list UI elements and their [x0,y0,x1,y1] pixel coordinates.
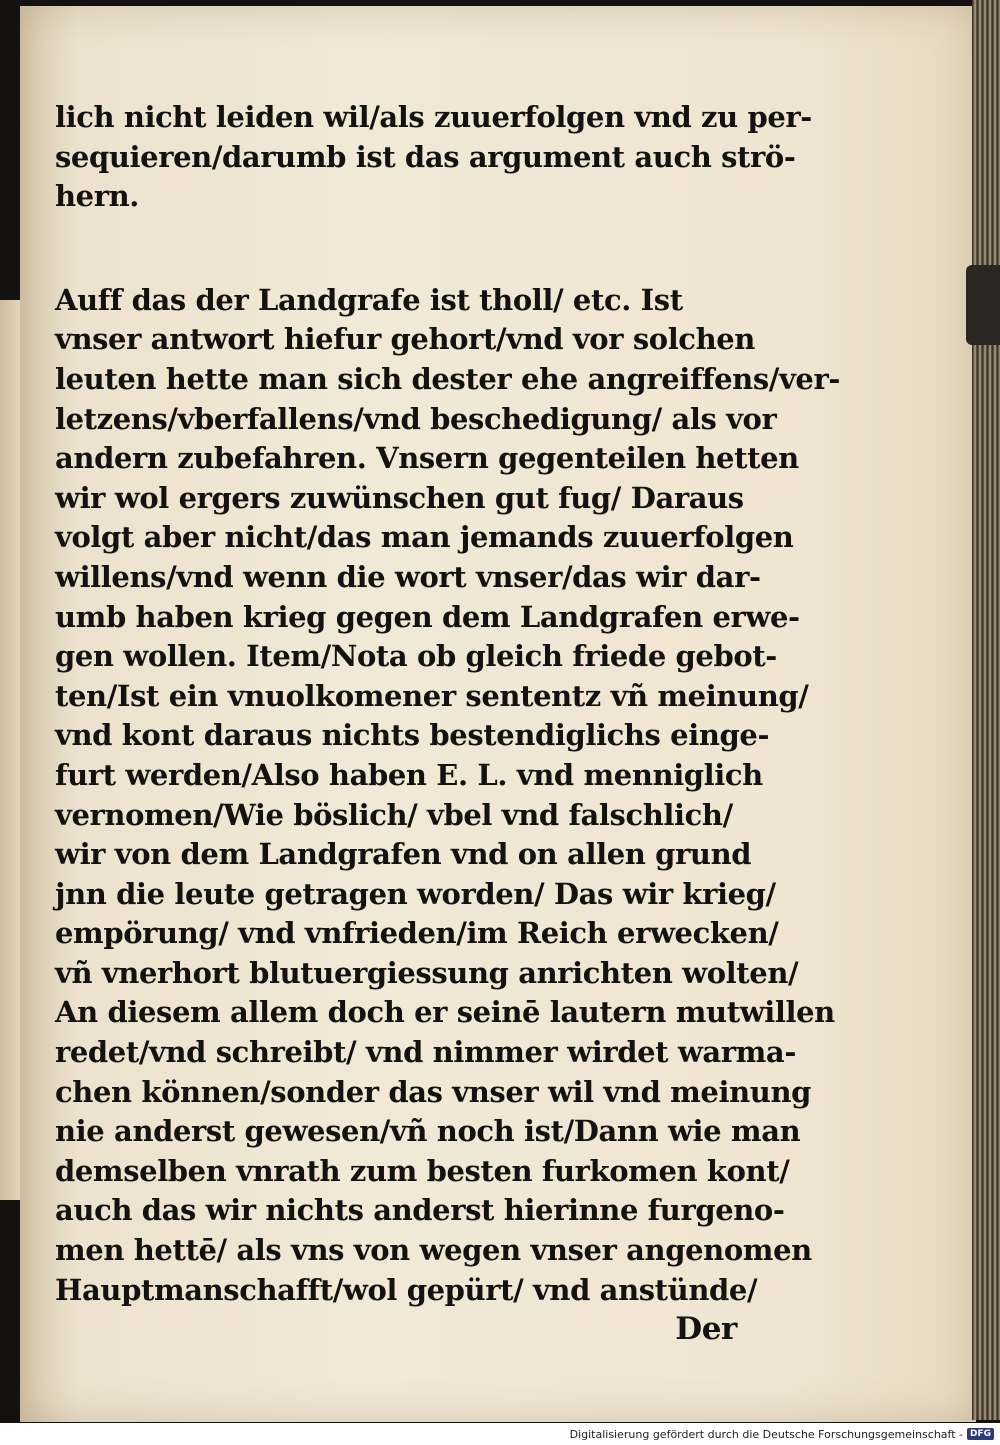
page-text [55,98,840,1350]
text-line: An diesem allem doch er seinē lautern mutwillen [55,995,835,1030]
text-line: vernomen/Wie böslich/ vbel vnd falschlich/ [55,797,733,832]
text-line: demselben vnrath zum besten furkomen kont/ [55,1153,790,1188]
text-line: nie anderst gewesen/vñ noch ist/Dann wie man [55,1114,801,1149]
text-line: auch das wir nichts anderst hierinne furgeno- [55,1193,785,1228]
text-line: hern. [55,179,139,214]
text-line: Auff das der Landgrafe ist tholl/ etc. Ist [55,282,683,317]
text-line: wir von dem Landgrafen vnd on allen grund [55,837,752,872]
dfg-logo: DFG [967,1428,994,1440]
text-line: chen können/sonder das vnser wil vnd meinung [55,1074,812,1109]
text-line: leuten hette man sich dester ehe angreiffens/ver- [55,361,840,396]
book-clasp [966,265,1000,345]
text-line: redet/vnd schreibt/ vnd nimmer wirdet warma- [55,1035,796,1070]
main-paragraph [55,281,840,1310]
text-line: gen wollen. Item/Nota ob gleich friede gebot- [55,639,777,674]
page-edges-right [972,0,1000,1420]
text-line: men hettē/ als vns von wegen vnser angenomen [55,1233,812,1268]
text-line: volgt aber nicht/das man jemands zuuerfolgen [55,520,794,555]
text-line: ten/Ist ein vnuolkomener sententz vñ meinung/ [55,678,809,713]
text-line: willens/vnd wenn die wort vnser/das wir dar- [55,559,761,594]
footer-bar [0,1423,1000,1445]
text-line: letzens/vberfallens/vnd beschedigung/ als vor [55,401,777,436]
footer-text: Digitalisierung gefördert durch die Deutsche Forschungsgemeinschaft - [569,1427,963,1441]
text-line: jnn die leute getragen worden/ Das wir krieg/ [55,876,776,911]
text-line: vnd kont daraus nichts bestendiglichs einge- [55,718,770,753]
paragraph-gap [55,217,743,281]
text-line: empörung/ vnd vnfrieden/im Reich erwecken/ [55,916,779,951]
text-line: umb haben krieg gegen dem Landgrafen erwe- [55,599,800,634]
text-line: lich nicht leiden wil/als zuuerfolgen vnd zu per- [55,100,812,134]
text-line: vnser antwort hiefur gehort/vnd vor solchen [55,322,755,357]
text-line: Hauptmanschafft/wol gepürt/ vnd anstünde/ [55,1272,758,1307]
text-line: wir wol ergers zuwünschen gut fug/ Daraus [55,480,744,515]
text-line: andern zubefahren. Vnsern gegenteilen hetten [55,441,799,476]
text-line: vñ vnerhort blutuergiessung anrichten wolten/ [55,955,799,990]
text-line: furt werden/Also haben E. L. vnd menniglich [55,757,763,792]
catchword: Der [675,1311,737,1348]
text-line: sequieren/darumb ist das argument auch strö- [55,139,796,174]
